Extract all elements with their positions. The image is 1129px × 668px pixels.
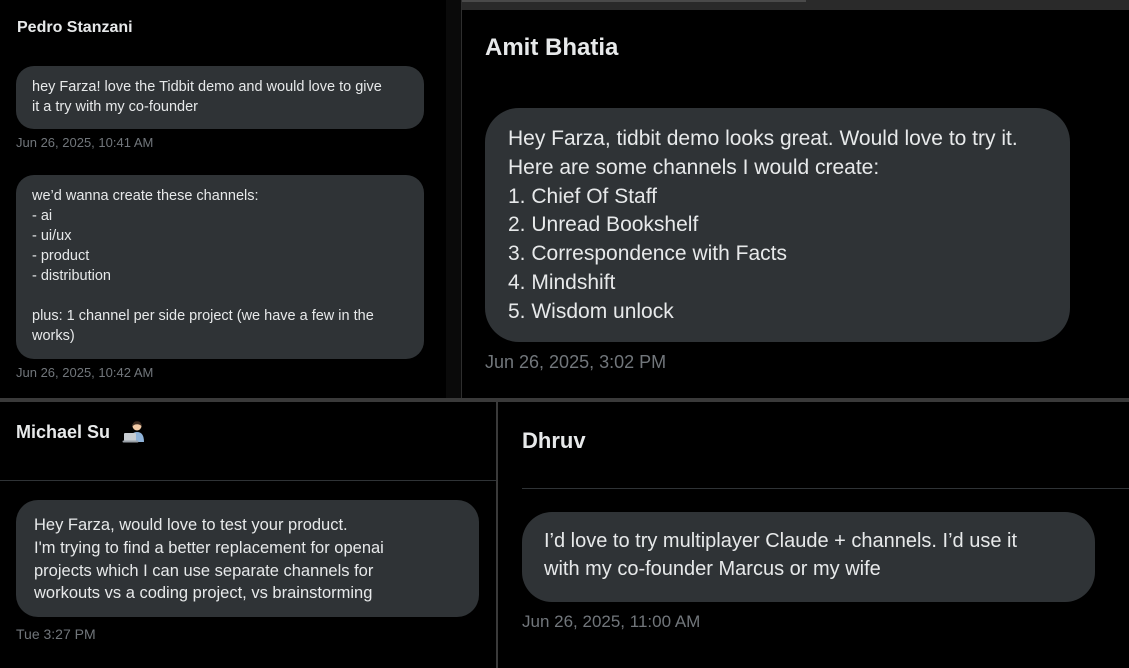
header-divider: [522, 488, 1129, 489]
message-bubble[interactable]: hey Farza! love the Tidbit demo and would love to give it a try with my co-founder: [16, 66, 424, 129]
message-timestamp: Jun 26, 2025, 10:41 AM: [16, 135, 154, 150]
message-bubble[interactable]: we’d wanna create these channels: - ai - ui/ux - product - distribution plus: 1 channel per side project (we have a few in the works): [16, 175, 424, 359]
message-timestamp: Jun 26, 2025, 11:00 AM: [522, 612, 701, 631]
sender-name: Pedro Stanzani: [17, 19, 133, 36]
top-edge-highlight: [446, 0, 806, 2]
dm-panel-pedro: [0, 0, 446, 398]
message-bubble[interactable]: I’d love to try multiplayer Claude + channels. I’d use it with my co-founder Marcus or my wife: [522, 512, 1095, 602]
dm-panel-michael: [0, 402, 496, 668]
message-timestamp: Jun 26, 2025, 3:02 PM: [485, 352, 667, 372]
sender-name: Michael Su: [16, 422, 111, 442]
message-bubble[interactable]: Hey Farza, tidbit demo looks great. Would love to try it. Here are some channels I would create: 1. Chief Of Staff 2. Unread Bookshelf 3. Correspondence with Facts 4. Mindshift 5. Wisdom unlock: [485, 108, 1070, 342]
message-bubble[interactable]: Hey Farza, would love to test your product. I'm trying to find a better replacement for openai projects which I can use separate channels for workouts vs a coding project, vs brainstorming: [16, 500, 479, 617]
message-timestamp: Jun 26, 2025, 10:42 AM: [16, 365, 154, 380]
person-at-laptop-icon: [122, 420, 148, 444]
sender-name: Amit Bhatia: [485, 34, 619, 61]
dm-panel-dhruv: [498, 404, 1129, 668]
header-divider: [0, 480, 496, 481]
message-timestamp: Tue 3:27 PM: [16, 626, 96, 642]
vertical-divider-top: [446, 0, 462, 400]
dm-panel-amit: [462, 10, 1129, 398]
sender-name: Dhruv: [522, 428, 586, 453]
